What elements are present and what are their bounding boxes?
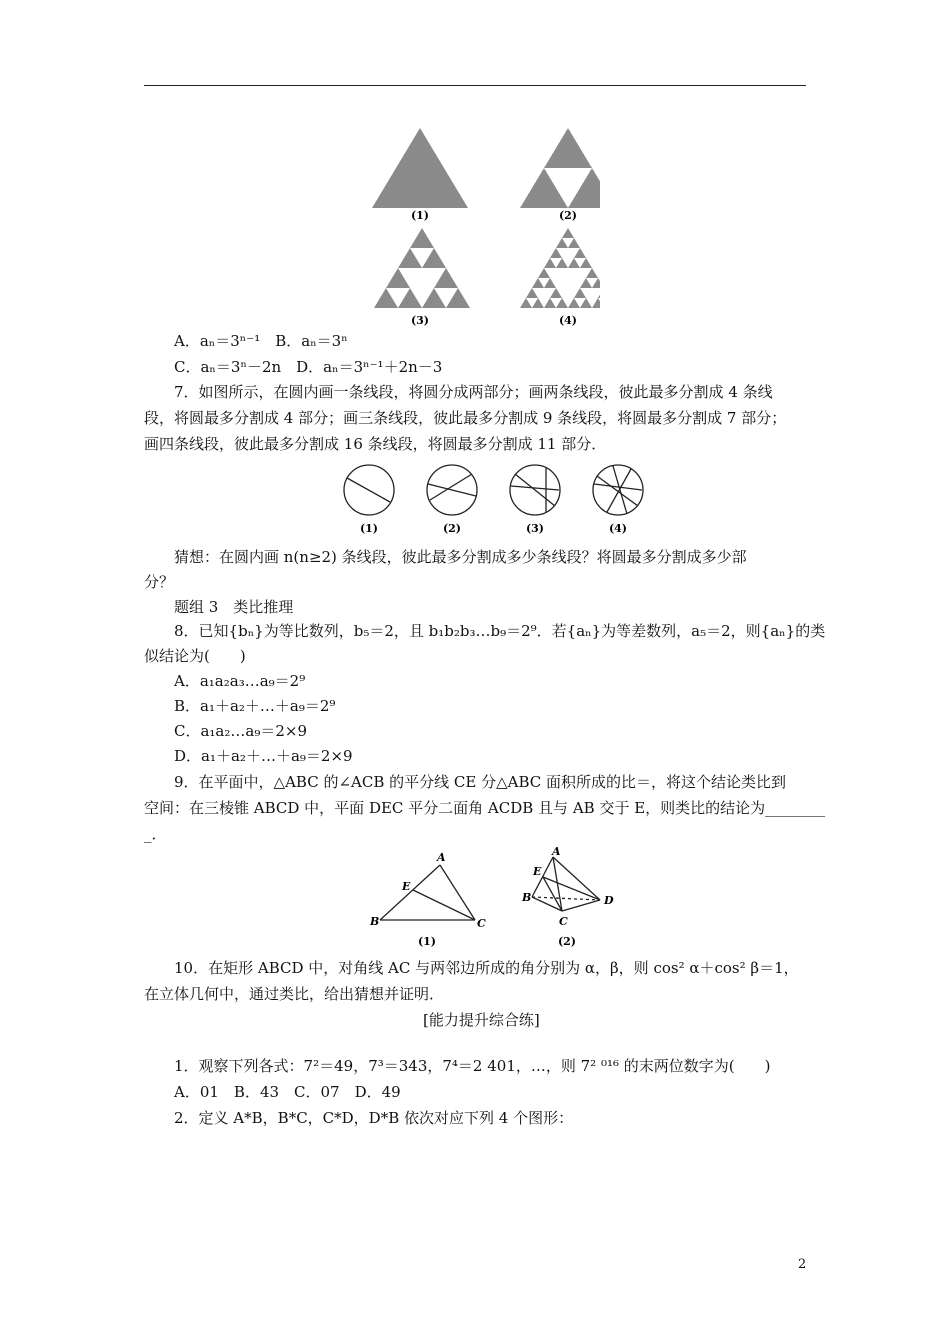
q7-line-2: 段，将圆最多分割成 4 部分；画三条线段，彼此最多分割成 9 条线段，将圆最多分割成 7 部分； (144, 409, 787, 427)
sierpinski-triangle (372, 128, 468, 208)
fig2-label-d: D (604, 894, 614, 907)
circle-4 (593, 465, 643, 515)
fig1-label-a: A (437, 851, 446, 864)
fig1-label-c: C (477, 917, 486, 930)
p1-options: A．01 B．43 C．07 D．49 (174, 1083, 401, 1101)
q7-line-3: 画四条线段，彼此最多分割成 16 条线段，将圆最多分割成 11 部分． (144, 435, 607, 453)
q9-line-3: _． (144, 825, 167, 843)
q8-option-d: D．a₁＋a₂＋…＋a₉＝2×9 (174, 747, 353, 765)
p1-line-1: 1．观察下列各式：7²＝49，7³＝343，7⁴＝2 401，…，则 7² ⁰¹⁶ 的末两位数字为( ) (174, 1057, 771, 1075)
q8-option-a: A．a₁a₂a₃…a₉＝2⁹ (174, 672, 306, 690)
sierpinski-stage-1 (372, 128, 468, 208)
p2-line-1: 2．定义 A*B，B*C，C*D，D*B 依次对应下列 4 个图形： (174, 1109, 574, 1127)
circle-3 (510, 465, 560, 515)
q7-guess-line-2: 分？ (144, 573, 175, 591)
q9-line-1: 9．在平面中，△ABC 的∠ACB 的平分线 CE 分△ABC 面积所成的比＝，将这个结论类比到 (174, 773, 787, 791)
tetrahedron (532, 857, 600, 911)
triangle-caption-3: (3) (410, 314, 430, 327)
circle-caption-4: (4) (608, 522, 628, 535)
circles-figure (335, 458, 645, 538)
geometry-caption-2: (2) (557, 935, 577, 948)
circle-1 (344, 465, 394, 515)
triangle-caption-4: (4) (558, 314, 578, 327)
fig2-label-e: E (533, 865, 542, 878)
header-rule (144, 85, 806, 86)
circle-caption-2: (2) (442, 522, 462, 535)
circle-caption-3: (3) (525, 522, 545, 535)
fig1-label-e: E (402, 880, 411, 893)
fig2-label-a: A (552, 845, 561, 858)
sierpinski-stage-4 (520, 228, 600, 308)
geometry-figure (365, 845, 625, 955)
sierpinski-stage-3 (374, 228, 470, 308)
q7-guess-line-1: 猜想：在圆内画 n(n≥2) 条线段，彼此最多分割成多少条线段？将圆最多分割成多少部 (174, 548, 747, 566)
geometry-caption-1: (1) (417, 935, 437, 948)
q7-line-1: 7．如图所示，在圆内画一条线段，将圆分成两部分；画两条线段，彼此最多分割成 4 条线 (174, 383, 773, 401)
q8-line-2: 似结论为( ) (144, 647, 246, 665)
fig2-label-b: B (522, 891, 532, 904)
q10-line-2: 在立体几何中，通过类比，给出猜想并证明． (144, 985, 445, 1003)
triangle-caption-2: (2) (558, 209, 578, 222)
q8-option-b: B．a₁＋a₂＋…＋a₉＝2⁹ (174, 697, 336, 715)
q8-option-c: C．a₁a₂…a₉＝2×9 (174, 722, 308, 740)
q10-line-1: 10．在矩形 ABCD 中，对角线 AC 与两邻边所成的角分别为 α，β，则 cos² α＋cos² β＝1， (174, 959, 799, 977)
page-number: 2 (798, 1257, 807, 1272)
circle-2 (427, 465, 477, 515)
q9-line-2: 空间：在三棱锥 ABCD 中，平面 DEC 平分二面角 ACDB 且与 AB 交于 E，则类比的结论为________ (144, 799, 826, 817)
fig1-label-b: B (370, 915, 380, 928)
circle-caption-1: (1) (359, 522, 379, 535)
q6-options-2: C．aₙ＝3ⁿ－2n D．aₙ＝3ⁿ⁻¹＋2n－3 (174, 358, 443, 376)
sierpinski-figure (360, 120, 600, 335)
sierpinski-stage-2 (520, 128, 600, 208)
fig2-label-c: C (559, 915, 568, 928)
triangle-caption-1: (1) (410, 209, 430, 222)
section-heading: [能力提升综合练] (423, 1011, 540, 1029)
group-3-heading: 题组 3 类比推理 (174, 598, 294, 616)
plane-triangle (380, 865, 475, 920)
q8-line-1: 8．已知{bₙ}为等比数列，b₅＝2，且 b₁b₂b₃…b₉＝2⁹．若{aₙ}为等差数列，a₅＝2，则{aₙ}的类 (174, 622, 826, 640)
q6-options-1: A．aₙ＝3ⁿ⁻¹ B．aₙ＝3ⁿ (174, 332, 348, 350)
